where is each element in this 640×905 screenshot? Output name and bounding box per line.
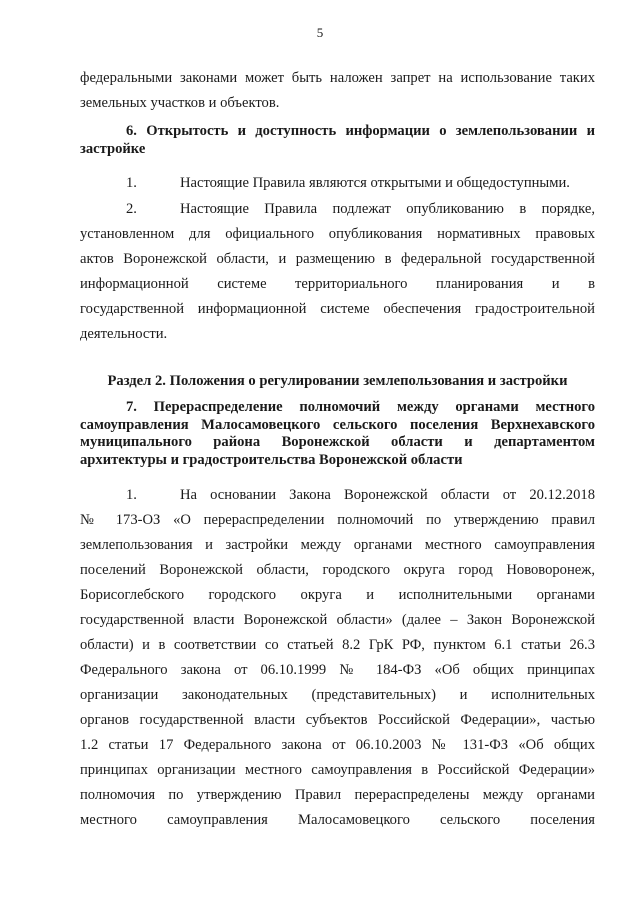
heading-line: самоуправления Малосамовецкого сельского поселения Верхнехавского [80, 416, 595, 433]
heading-line: муниципального района Воронежской области и департаментом [80, 434, 595, 450]
section-heading-7 [80, 399, 595, 469]
text-line: земельных участков и объектов. [80, 95, 280, 111]
heading-line: архитектуры и градостроительства Воронежской области [80, 451, 463, 468]
text-line: землепользования и застройки между органами местного самоуправления [80, 537, 595, 553]
text-line: актов Воронежской области, и размещению в федеральной государственной [80, 251, 595, 267]
text-line: № 173-ОЗ «О перераспределении полномочий по утверждению правил [80, 512, 595, 528]
text-line: Борисоглебского городского округа и исполнительными органами [80, 587, 595, 603]
heading-line: 7. Перераспределение полномочий между органами местного [126, 399, 595, 415]
text-line: информационной системе территориального планирования и в [80, 276, 595, 292]
text-line: деятельности. [80, 326, 168, 342]
text-line: государственной власти Воронежской области» (далее – Закон Воронежской [80, 612, 595, 628]
paragraph-continuation [80, 66, 595, 116]
text-line: области) и в соответствии со статьей 8.2 ГрК РФ, пунктом 6.1 статьи 26.3 [80, 637, 595, 653]
text-line: организации законодательных (представительных) и исполнительных [80, 687, 595, 703]
text-line: поселений Воронежской области, городского округа город Нововоронеж, [80, 562, 595, 578]
text-line: федеральными законами может быть наложен запрет на использование таких [80, 70, 595, 86]
text-line: Федерального закона от 06.10.1999 № 184-ФЗ «Об общих принципах [80, 662, 595, 678]
text-line: 2. Настоящие Правила подлежат опубликованию в порядке, [126, 201, 595, 217]
text-line: местного самоуправления Малосамовецкого сельского поселения [80, 812, 595, 828]
text-line: полномочия по утверждению Правил перераспределены между органами [80, 787, 595, 803]
text-line: 1. На основании Закона Воронежской области от 20.12.2018 [126, 487, 595, 503]
part-heading: Раздел 2. Положения о регулировании землепользования и застройки [107, 373, 568, 389]
text-line: принципах организации местного самоуправления в Российской Федерации» [80, 762, 595, 778]
section-6-item-1 [80, 171, 595, 196]
section-6-item-2 [80, 197, 595, 347]
heading-line: застройке [80, 140, 146, 157]
text-line: органов государственной власти субъектов Российской Федерации», частью [80, 712, 595, 728]
heading-line: 6. Открытость и доступность информации о землепользовании и [126, 123, 595, 139]
section-7-item-1 [80, 483, 595, 833]
text-line: 1. Настоящие Правила являются открытыми и общедоступными. [126, 175, 570, 191]
section-heading-6 [80, 123, 595, 158]
text-line: установленном для официального опубликования нормативных правовых [80, 226, 595, 242]
text-line: государственной информационной системе обеспечения градостроительной [80, 301, 595, 317]
page-number: 5 [316, 25, 324, 40]
text-line: 1.2 статьи 17 Федерального закона от 06.10.2003 № 131-ФЗ «Об общих [80, 737, 595, 753]
